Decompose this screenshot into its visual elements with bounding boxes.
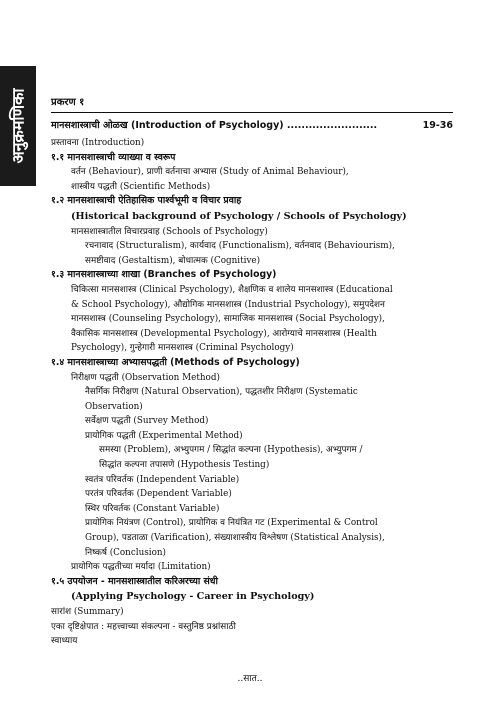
toc-entry: प्रस्तावना (Introduction) bbox=[51, 138, 145, 148]
toc-entry: प्रायोगिक पद्धती (Experimental Method) bbox=[85, 430, 243, 441]
toc-entry: मानसशास्त्र (Counseling Psychology), सामाजिक मानसशास्त्र (Social Psychology), bbox=[71, 314, 385, 325]
section-heading: १.१ मानसशास्त्राची व्याख्या व स्वरूप bbox=[51, 151, 176, 163]
section-subheading: (Applying Psychology - Career in Psychology) bbox=[71, 591, 315, 603]
side-tab-label: अनुक्रमणिका bbox=[9, 88, 29, 164]
toc-entry: Psychology), गुन्हेगारी मानसशास्त्र (Criminal Psychology) bbox=[71, 343, 294, 354]
section-subheading: (Historical background of Psychology / Schools of Psychology) bbox=[71, 210, 407, 222]
chapter-label: प्रकरण १ bbox=[51, 94, 453, 113]
toc-entry: निष्कर्ष (Conclusion) bbox=[85, 547, 166, 558]
toc-entry: चिकित्सा मानसशास्त्र (Clinical Psychology), शैक्षणिक व शालेय मानसशास्त्र (Educational bbox=[71, 284, 393, 295]
toc-entry: स्वतंत्र परिवर्तक (Independent Variable) bbox=[85, 474, 240, 485]
side-tab bbox=[0, 66, 36, 186]
toc-entry: प्रायोगिक नियंत्रण (Control), प्रायोगिक व नियंत्रित गट (Experimental & Control bbox=[85, 518, 378, 529]
chapter-title: मानसशास्त्राची ओळख (Introduction of Psychology) ......................... bbox=[51, 120, 378, 131]
toc-entry: & School Psychology), औद्योगिक मानसशास्त्र (Industrial Psychology), समुपदेशन bbox=[71, 299, 385, 310]
section-heading: १.२ मानसशास्त्राची ऐतिहासिक पार्श्वभूमी व विचार प्रवाह bbox=[51, 195, 242, 207]
section-heading: १.४ मानसशास्त्राच्या अभ्यासपद्धती (Methods of Psychology) bbox=[51, 356, 300, 368]
page-footer: ..सात.. bbox=[237, 674, 263, 684]
toc-entry: मानसशास्त्रातील विचारप्रवाह (Schools of Psychology) bbox=[71, 226, 268, 237]
section-heading: १.५ उपयोजन - मानसशास्त्रातील करिअरच्या संधी bbox=[51, 575, 218, 587]
toc-entry: सारांश (Summary) bbox=[51, 607, 124, 617]
toc-entry: सर्वेक्षण पद्धती (Survey Method) bbox=[85, 416, 209, 427]
toc-entry: सिद्धांत कल्पना तपासणे (Hypothesis Testing) bbox=[99, 460, 270, 471]
chapter-title-row bbox=[51, 118, 453, 131]
toc-entry: स्वाध्याय bbox=[51, 636, 78, 647]
contents-page bbox=[51, 94, 453, 649]
section-heading: १.३ मानसशास्त्राच्या शाखा (Branches of Psychology) bbox=[51, 269, 277, 281]
chapter-pages: 19-36 bbox=[422, 120, 453, 131]
toc-entry: Observation) bbox=[85, 401, 143, 412]
toc-entry: रचनावाद (Structuralism), कार्यवाद (Functionalism), वर्तनवाद (Behaviourism), bbox=[85, 241, 395, 252]
toc-entry: Group), पडताळा (Varification), संख्याशास्त्रीय विश्लेषण (Statistical Analysis), bbox=[85, 533, 385, 544]
toc-entry: वैकासिक मानसशास्त्र (Developmental Psychology), आरोग्याचे मानसशास्त्र (Health bbox=[71, 328, 377, 339]
toc-entry: समष्टीवाद (Gestaltism), बोधात्मक (Cognitive) bbox=[85, 255, 261, 266]
toc-entry: प्रायोगिक पद्धतीच्या मर्यादा (Limitation) bbox=[71, 562, 211, 573]
toc-entry: नैसर्गिक निरीक्षण (Natural Observation), पद्धतशीर निरीक्षण (Systematic bbox=[85, 387, 358, 398]
toc-entry: परतंत्र परिवर्तक (Dependent Variable) bbox=[85, 489, 232, 500]
toc-entry: वर्तन (Behaviour), प्राणी वर्तनाचा अभ्यास (Study of Animal Behaviour), bbox=[71, 167, 349, 178]
toc-entry: स्थिर परिवर्तक (Constant Variable) bbox=[85, 503, 220, 514]
toc-entry: एका दृष्टिक्षेपात : महत्त्वाच्या संकल्पना - वस्तुनिष्ठ प्रश्नांसाठी bbox=[51, 621, 236, 632]
toc-entry: समस्या (Problem), अभ्युपगम / सिद्धांत कल्पना (Hypothesis), अभ्युपगम / bbox=[99, 445, 363, 456]
toc-entry: निरीक्षण पद्धती (Observation Method) bbox=[71, 372, 220, 383]
toc-entry: शास्त्रीय पद्धती (Scientific Methods) bbox=[71, 181, 211, 192]
